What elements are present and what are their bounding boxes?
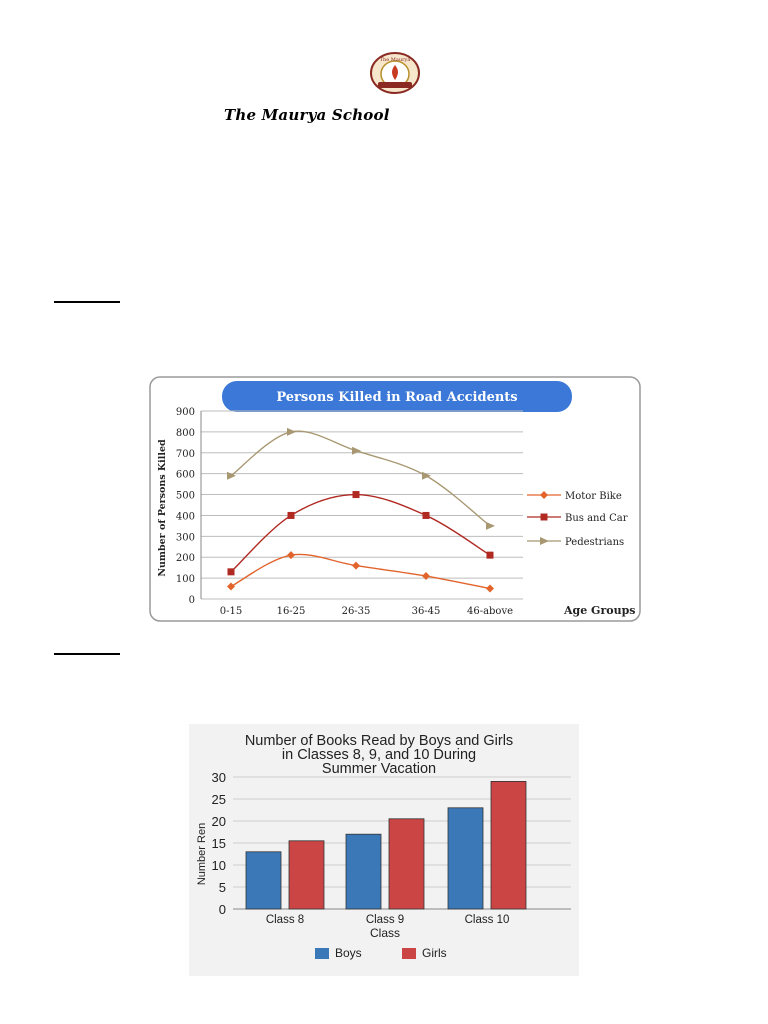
bar-girls-class-8 <box>289 841 324 909</box>
chart-title: Persons Killed in Road Accidents <box>276 390 518 405</box>
y-tick-label: 20 <box>211 814 226 829</box>
bar-girls-class-10 <box>491 781 526 909</box>
bar-boys-class-10 <box>448 808 483 909</box>
x-axis-label: Class <box>369 926 401 940</box>
y-tick-label: 0 <box>188 595 195 606</box>
data-point <box>487 552 494 559</box>
data-point <box>423 512 430 519</box>
legend-label: Motor Bike <box>565 491 622 502</box>
y-tick-label: 10 <box>211 858 226 873</box>
legend-label: Pedestrians <box>565 537 625 548</box>
y-axis-label: Number Ren <box>196 822 208 886</box>
x-tick-label: 46-above <box>466 606 514 617</box>
y-tick-label: 900 <box>175 407 195 418</box>
x-tick-label: 26-35 <box>341 606 371 617</box>
data-point <box>228 568 235 575</box>
bar-boys-class-8 <box>246 852 281 909</box>
data-point <box>288 512 295 519</box>
books-read-bar-chart <box>189 724 579 976</box>
x-tick-label: Class 9 <box>365 914 405 926</box>
y-tick-label: 25 <box>211 792 226 807</box>
school-name: The Maurya School <box>224 106 390 124</box>
y-tick-label: 5 <box>218 880 226 895</box>
school-logo <box>370 52 420 94</box>
y-tick-label: 500 <box>175 490 195 502</box>
x-tick-label: Class 10 <box>464 914 510 926</box>
x-tick-label: 16-25 <box>276 606 306 617</box>
chart-title-line: Summer Vacation <box>321 761 437 777</box>
y-tick-label: 300 <box>175 532 195 544</box>
data-point <box>353 491 360 498</box>
y-tick-label: 400 <box>175 511 195 523</box>
legend-label: Boys <box>335 946 362 960</box>
x-tick-label: Class 8 <box>265 914 305 926</box>
x-tick-label: 0-15 <box>219 606 243 617</box>
bar-boys-class-9 <box>346 834 381 909</box>
bar-girls-class-9 <box>389 819 424 909</box>
legend-label: Girls <box>422 946 447 960</box>
y-tick-label: 100 <box>175 574 195 586</box>
y-tick-label: 0 <box>218 902 226 917</box>
legend-label: Bus and Car <box>565 513 628 524</box>
chart-title-line: in Classes 8, 9, and 10 During <box>281 747 477 763</box>
y-tick-label: 30 <box>211 770 226 785</box>
road-accidents-line-chart <box>149 376 641 622</box>
y-tick-label: 600 <box>175 469 195 481</box>
question-underline <box>54 301 120 303</box>
x-axis-label: Age Groups <box>564 604 636 617</box>
chart-title-line: Number of Books Read by Boys and Girls <box>244 733 514 749</box>
legend-swatch <box>315 948 329 959</box>
legend-marker <box>541 514 548 521</box>
y-axis-label: Number of Persons Killed <box>157 439 168 577</box>
legend-swatch <box>402 948 416 959</box>
question-underline <box>54 653 120 655</box>
x-tick-label: 36-45 <box>411 606 441 617</box>
y-tick-label: 700 <box>175 448 195 460</box>
y-tick-label: 800 <box>175 427 195 439</box>
svg-text:The Maurya: The Maurya <box>379 57 411 63</box>
y-tick-label: 15 <box>211 836 226 851</box>
y-tick-label: 200 <box>175 553 195 565</box>
